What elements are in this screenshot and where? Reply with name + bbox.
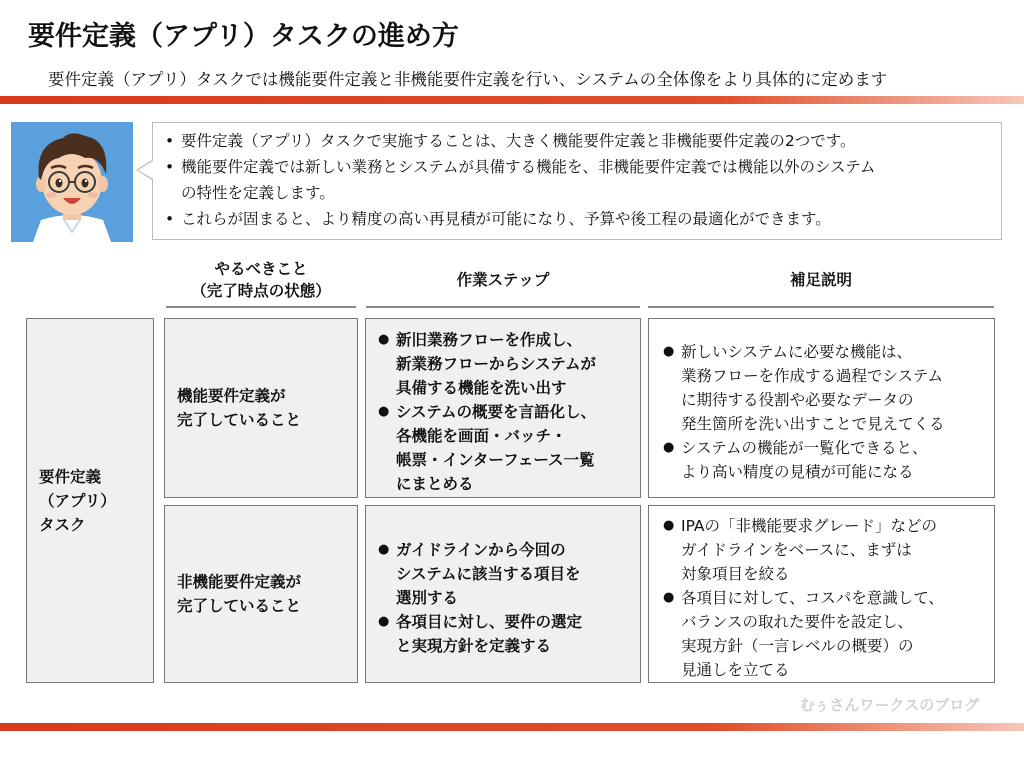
notes-cell-nonfunctional — [648, 505, 995, 683]
steps-cell-nonfunctional — [365, 505, 641, 683]
avatar-illustration — [11, 122, 133, 242]
column-header-todo: やるべきこと （完了時点の状態） — [166, 260, 356, 308]
step-item: ● 各項目に対し、要件の選定 と実現方針を定義する — [378, 610, 582, 658]
speech-bubble — [152, 122, 1002, 240]
intro-bullet: • これらが固まると、より精度の高い再見積が可能になり、予算や後工程の最適化ができます。 — [165, 206, 991, 232]
note-item: ● 各項目に対して、コスパを意識して、 バランスの取れた要件を設定し、 実現方針（一言レベルの概要）の 見通しを立てる — [663, 586, 944, 682]
notes-cell-functional — [648, 318, 995, 498]
column-header-steps: 作業ステップ — [366, 260, 640, 308]
note-item: ● 新しいシステムに必要な機能は、 業務フローを作成する過程でシステム に期待する役割や必要なデータの 発生箇所を洗い出すことで見えてくる — [663, 340, 945, 436]
avatar — [11, 122, 133, 242]
steps-list — [378, 538, 582, 658]
speech-bubble-tail-inner — [138, 161, 153, 179]
intro-bullet: • 要件定義（アプリ）タスクで実施することは、大きく機能要件定義と非機能要件定義の2つです。 — [165, 128, 991, 154]
column-header-notes: 補足説明 — [648, 260, 994, 308]
note-item: ● IPAの「非機能要求グレード」などの ガイドラインをベースに、まずは 対象項目を絞る — [663, 514, 944, 586]
accent-bar-top — [0, 96, 1024, 104]
task-label-cell: 要件定義 （アプリ） タスク — [26, 318, 154, 683]
todo-cell-functional: 機能要件定義が 完了していること — [164, 318, 358, 498]
step-item: ● システムの概要を言語化し、 各機能を画面・バッチ・ 帳票・インターフェース一覧 にまとめる — [378, 400, 596, 496]
notes-list — [663, 340, 945, 484]
note-item: ● システムの機能が一覧化できると、 より高い精度の見積が可能になる — [663, 436, 945, 484]
page-subtitle: 要件定義（アプリ）タスクでは機能要件定義と非機能要件定義を行い、システムの全体像をより具体的に定めます — [48, 70, 888, 89]
page-title: 要件定義（アプリ）タスクの進め方 — [28, 21, 459, 52]
steps-list — [378, 328, 596, 496]
steps-cell-functional — [365, 318, 641, 498]
step-item: ● 新旧業務フローを作成し、 新業務フローからシステムが 具備する機能を洗い出す — [378, 328, 596, 400]
intro-bullet-list — [165, 128, 991, 232]
step-item: ● ガイドラインから今回の システムに該当する項目を 選別する — [378, 538, 582, 610]
notes-list — [663, 514, 944, 682]
watermark: むぅさんワークスのブログ — [800, 696, 980, 714]
todo-cell-nonfunctional: 非機能要件定義が 完了していること — [164, 505, 358, 683]
accent-bar-bottom — [0, 723, 1024, 731]
intro-bullet: • 機能要件定義では新しい業務とシステムが具備する機能を、非機能要件定義では機能以外のシステム の特性を定義します。 — [165, 154, 991, 206]
